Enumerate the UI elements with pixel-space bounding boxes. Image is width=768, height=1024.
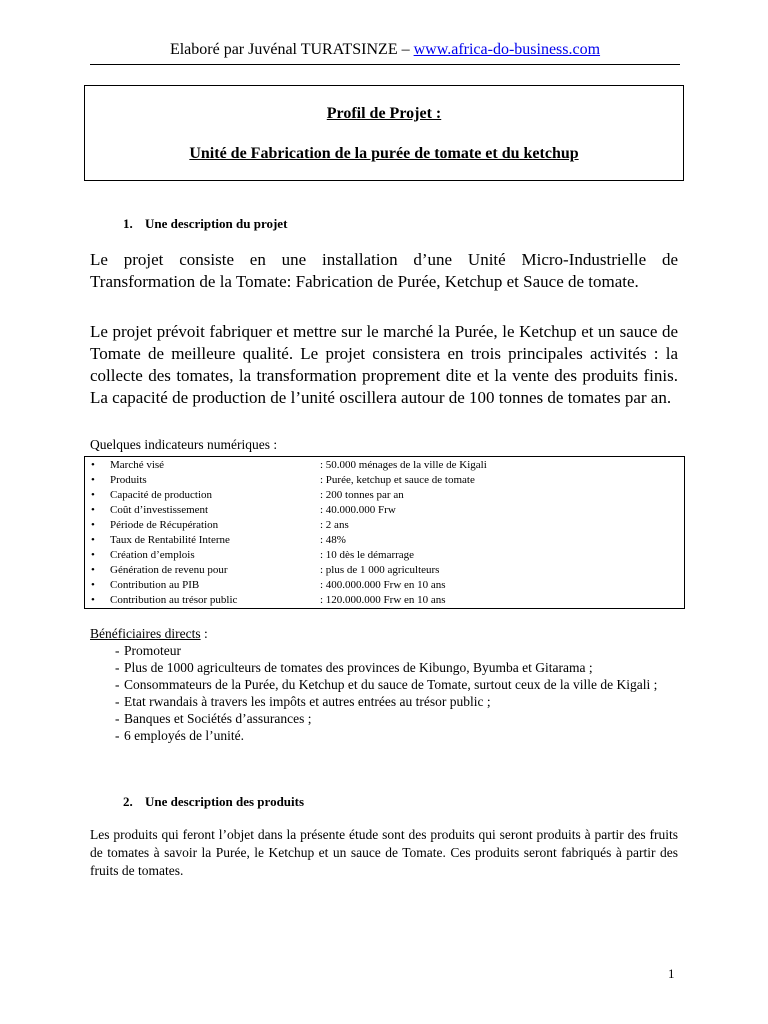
indicator-row	[85, 458, 685, 473]
indicators-label: Quelques indicateurs numériques :	[90, 437, 278, 452]
beneficiaries-label-text: Bénéficiaires directs	[90, 626, 201, 641]
beneficiary-text: Promoteur	[124, 643, 181, 658]
indicator-value: : 400.000.000 Frw en 10 ans	[320, 579, 446, 591]
indicator-key: Capacité de production	[110, 489, 213, 501]
dash: -	[115, 660, 120, 675]
indicator-row	[85, 503, 685, 518]
bullet: •	[91, 459, 95, 471]
dash: -	[115, 694, 120, 709]
page-title: Profil de Projet :	[326, 105, 442, 122]
dash: -	[115, 677, 120, 692]
indicator-row	[85, 488, 685, 503]
beneficiaries-list	[90, 642, 680, 744]
list-item	[90, 710, 680, 727]
indicator-row	[85, 593, 685, 608]
dash: -	[115, 711, 120, 726]
header-author-text: Elaboré par Juvénal TURATSINZE –	[169, 41, 414, 58]
indicator-value: : Purée, ketchup et sauce de tomate	[320, 474, 475, 486]
indicator-key: Génération de revenu pour	[110, 564, 228, 576]
section-1-title: Une description du projet	[145, 216, 288, 231]
header-website-link[interactable]: www.africa-do-business.com	[413, 41, 601, 58]
beneficiary-text: Banques et Sociétés d’assurances ;	[124, 711, 312, 726]
dash: -	[115, 643, 120, 658]
indicator-value: : 10 dès le démarrage	[320, 549, 415, 561]
indicator-value: : 50.000 ménages de la ville de Kigali	[320, 459, 487, 471]
header-divider	[90, 64, 680, 65]
indicator-value: : 48%	[320, 534, 346, 546]
bullet: •	[91, 519, 95, 531]
section-1-heading	[123, 216, 287, 232]
indicator-value: : 200 tonnes par an	[320, 489, 404, 501]
bullet: •	[91, 564, 95, 576]
indicator-value: : plus de 1 000 agriculteurs	[320, 564, 440, 576]
beneficiary-text: Consommateurs de la Purée, du Ketchup et du sauce de Tomate, surtout ceux de la ville de Kigali ;	[124, 677, 658, 692]
bullet: •	[91, 534, 95, 546]
indicator-key: Taux de Rentabilité Interne	[110, 534, 230, 546]
page-number: 1	[668, 966, 675, 981]
indicator-key: Contribution au PIB	[110, 579, 200, 591]
indicator-value: : 120.000.000 Frw en 10 ans	[320, 594, 446, 606]
section-1-paragraph-2: Le projet prévoit fabriquer et mettre sur le marché la Purée, le Ketchup et un sauce de Tomate de meilleure qualité. Le projet consistera en trois principales activités : la collecte des tomates, la transformation proprement dite et la vente des produits finis. La capacité de production de l’unité oscillera autour de 100 tonnes de tomates par an.	[90, 322, 678, 407]
indicator-value: : 40.000.000 Frw	[320, 504, 396, 516]
section-2-heading	[123, 794, 304, 810]
bullet: •	[91, 489, 95, 501]
indicator-key: Produits	[110, 474, 147, 486]
list-item	[90, 727, 680, 744]
bullet: •	[91, 579, 95, 591]
indicator-key: Coût d’investissement	[110, 504, 209, 516]
beneficiary-text: Etat rwandais à travers les impôts et autres entrées au trésor public ;	[124, 694, 491, 709]
indicator-row	[85, 548, 685, 563]
section-1-number: 1.	[123, 216, 133, 231]
list-item	[90, 676, 680, 693]
indicator-key: Période de Récupération	[110, 519, 219, 531]
indicators-table	[84, 456, 685, 609]
beneficiary-text: 6 employés de l’unité.	[124, 728, 244, 743]
page-subtitle: Unité de Fabrication de la purée de tomate et du ketchup	[189, 145, 579, 162]
section-1-paragraph-1: Le projet consiste en une installation d’une Unité Micro-Industrielle de Transformation de la Tomate: Fabrication de Purée, Ketchup et Sauce de tomate.	[90, 250, 678, 291]
indicator-key: Création d’emplois	[110, 549, 195, 561]
section-2-paragraph: Les produits qui feront l’objet dans la présente étude sont des produits qui seront produits à partir des fruits de tomates à savoir la Purée, le Ketchup et un sauce de Tomate. Ces produits seront fabriqués à partir des fruits de tomates.	[90, 827, 678, 878]
section-2-number: 2.	[123, 794, 133, 809]
indicator-key: Marché visé	[110, 459, 165, 471]
indicator-row	[85, 473, 685, 488]
bullet: •	[91, 549, 95, 561]
indicator-row	[85, 533, 685, 548]
indicator-row	[85, 578, 685, 593]
beneficiary-text: Plus de 1000 agriculteurs de tomates des provinces de Kibungo, Byumba et Gitarama ;	[124, 660, 593, 675]
bullet: •	[91, 474, 95, 486]
title-box	[84, 85, 684, 181]
list-item	[90, 693, 680, 710]
list-item	[90, 659, 680, 676]
dash: -	[115, 728, 120, 743]
indicator-value: : 2 ans	[320, 519, 349, 531]
indicator-key: Contribution au trésor public	[110, 594, 238, 606]
bullet: •	[91, 594, 95, 606]
list-item	[90, 642, 680, 659]
bullet: •	[91, 504, 95, 516]
beneficiaries-label-suffix: :	[200, 626, 208, 641]
indicator-row	[85, 518, 685, 533]
indicator-row	[85, 563, 685, 578]
beneficiaries-label	[90, 626, 208, 642]
section-2-title: Une description des produits	[145, 794, 305, 809]
page-header	[90, 40, 680, 60]
